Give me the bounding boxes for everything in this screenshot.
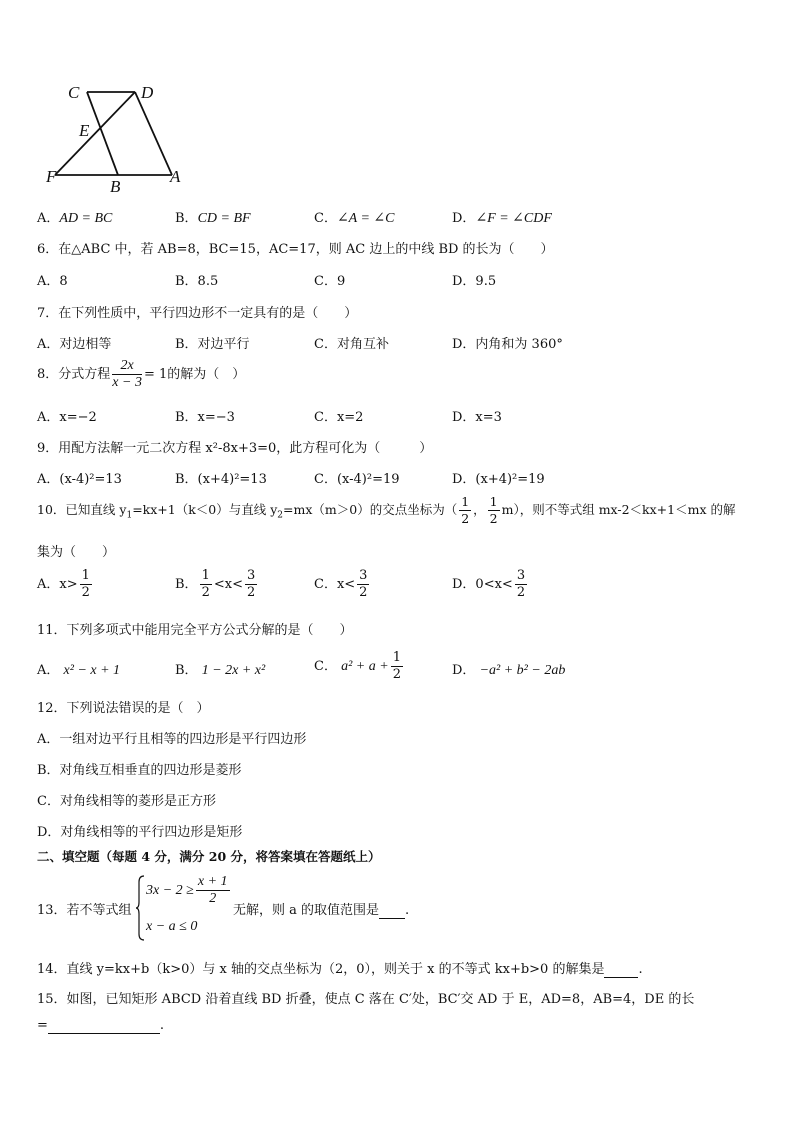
label-a: A — [170, 167, 181, 186]
q10-option-c[interactable]: C．x< $\frac{3}{2}$ — [314, 568, 368, 600]
q10-stem: 10．已知直线 $y_1=kx+1(k<0)$与直线 $y_2=mx(m>0)$的交点坐标为（ $\frac{1}{2}$ ， $\frac{1}{2}$ m），则不等式组 mx-2＜kx+1＜mx 的解 — [37, 494, 736, 526]
q9-option-c[interactable]: C．(x-4)²=19 — [314, 472, 400, 487]
q9-option-a[interactable]: A．(x-4)²=13 — [37, 472, 122, 487]
label-c: C — [68, 83, 80, 102]
label-d: D — [141, 83, 154, 102]
label-b: B — [110, 177, 121, 196]
q7-option-c[interactable]: C．对角互补 — [314, 337, 389, 352]
q11-option-a[interactable]: A． x² − x + 1 — [37, 663, 121, 678]
label-f: F — [46, 167, 57, 186]
q12-option-b[interactable]: B．对角线互相垂直的四边形是菱形 — [37, 763, 242, 778]
system-brace — [136, 874, 146, 942]
q12-stem: 12．下列说法错误的是（ ） — [37, 701, 210, 716]
q10-option-a[interactable]: A．x> $\frac{1}{2}$ — [37, 568, 90, 600]
q5-option-a[interactable]: A．AD = BC — [37, 211, 113, 226]
edge-cb — [87, 92, 118, 175]
edge-da — [135, 92, 172, 175]
q10-option-b[interactable]: B． $\frac{1}{2}$ <x< $\frac{3}{2}$ — [175, 568, 256, 600]
q8-stem: 8．分式方程 $\frac{2x}{x - 3}$ = 1的解为（ ） — [37, 358, 246, 390]
q5-option-b[interactable]: B．CD = BF — [175, 211, 251, 226]
q7-option-b[interactable]: B．对边平行 — [175, 337, 250, 352]
q7-option-a[interactable]: A．对边相等 — [37, 337, 112, 352]
q13-pre: 13．若不等式组 — [37, 903, 132, 918]
q14-stem: 14．直线 y=kx+b（k>0）与 x 轴的交点坐标为（2，0），则关于 x 的不等式 kx+b>0 的解集是 . — [37, 962, 643, 977]
q12-option-a[interactable]: A．一组对边平行且相等的四边形是平行四边形 — [37, 732, 307, 747]
q13-ineq-2: x − a ≤ 0 — [146, 919, 198, 934]
q8-option-a[interactable]: A．x=−2 — [37, 410, 97, 425]
q6-stem: 6．在△ABC 中，若 AB=8，BC=15，AC=17，则 AC 边上的中线 BD 的长为（ ） — [37, 242, 554, 257]
q6-option-b[interactable]: B．8.5 — [175, 274, 219, 289]
q8-option-c[interactable]: C．x=2 — [314, 410, 364, 425]
q11-option-b[interactable]: B． 1 − 2x + x² — [175, 663, 266, 678]
q15-answer-blank[interactable] — [48, 1018, 160, 1034]
q13-ineq-1: 3x − 2 ≥ $\frac{x + 1}{2}$ — [146, 874, 228, 906]
edge-df — [55, 92, 135, 175]
q5-option-c[interactable]: C．∠A = ∠C — [314, 211, 395, 226]
q12-option-d[interactable]: D．对角线相等的平行四边形是矩形 — [37, 825, 243, 840]
q11-option-c[interactable]: C． a² + a + $\frac{1}{2}$ — [314, 650, 401, 682]
q13-answer-blank[interactable] — [379, 903, 405, 919]
q7-option-d[interactable]: D．内角和为 360° — [452, 337, 563, 352]
q15-stem: 15．如图，已知矩形 ABCD 沿着直线 BD 折叠，使点 C 落在 C′处，BC′交 AD 于 E，AD=8，AB=4，DE 的长 — [37, 992, 695, 1007]
q11-stem: 11．下列多项式中能用完全平方公式分解的是（ ） — [37, 623, 353, 638]
q6-option-c[interactable]: C．9 — [314, 274, 346, 289]
q8-option-b[interactable]: B．x=−3 — [175, 410, 235, 425]
q9-option-b[interactable]: B．(x+4)²=13 — [175, 472, 267, 487]
q12-option-c[interactable]: C．对角线相等的菱形是正方形 — [37, 794, 216, 809]
q9-stem: 9．用配方法解一元二次方程 x²-8x+3=0，此方程可化为（ ） — [37, 441, 433, 456]
q9-option-d[interactable]: D．(x+4)²=19 — [452, 472, 545, 487]
q14-answer-blank[interactable] — [604, 962, 638, 978]
parallelogram-figure — [40, 78, 200, 198]
q10-stem-line2: 集为（ ） — [37, 545, 116, 560]
section-heading: 二、填空题（每题 4 分，满分 20 分，将答案填在答题纸上） — [37, 849, 381, 864]
q13-post: 无解，则 a 的取值范围是 . — [233, 903, 410, 918]
q10-option-d[interactable]: D．0<x< $\frac{3}{2}$ — [452, 568, 526, 600]
q6-option-a[interactable]: A．8 — [37, 274, 68, 289]
q7-stem: 7．在下列性质中，平行四边形不一定具有的是（ ） — [37, 306, 358, 321]
q8-option-d[interactable]: D．x=3 — [452, 410, 502, 425]
q15-stem-line2: = . — [37, 1018, 165, 1033]
label-e: E — [79, 121, 90, 140]
q11-option-d[interactable]: D． −a² + b² − 2ab — [452, 663, 566, 678]
q5-option-d[interactable]: D．∠F = ∠CDF — [452, 211, 552, 226]
q6-option-d[interactable]: D．9.5 — [452, 274, 497, 289]
